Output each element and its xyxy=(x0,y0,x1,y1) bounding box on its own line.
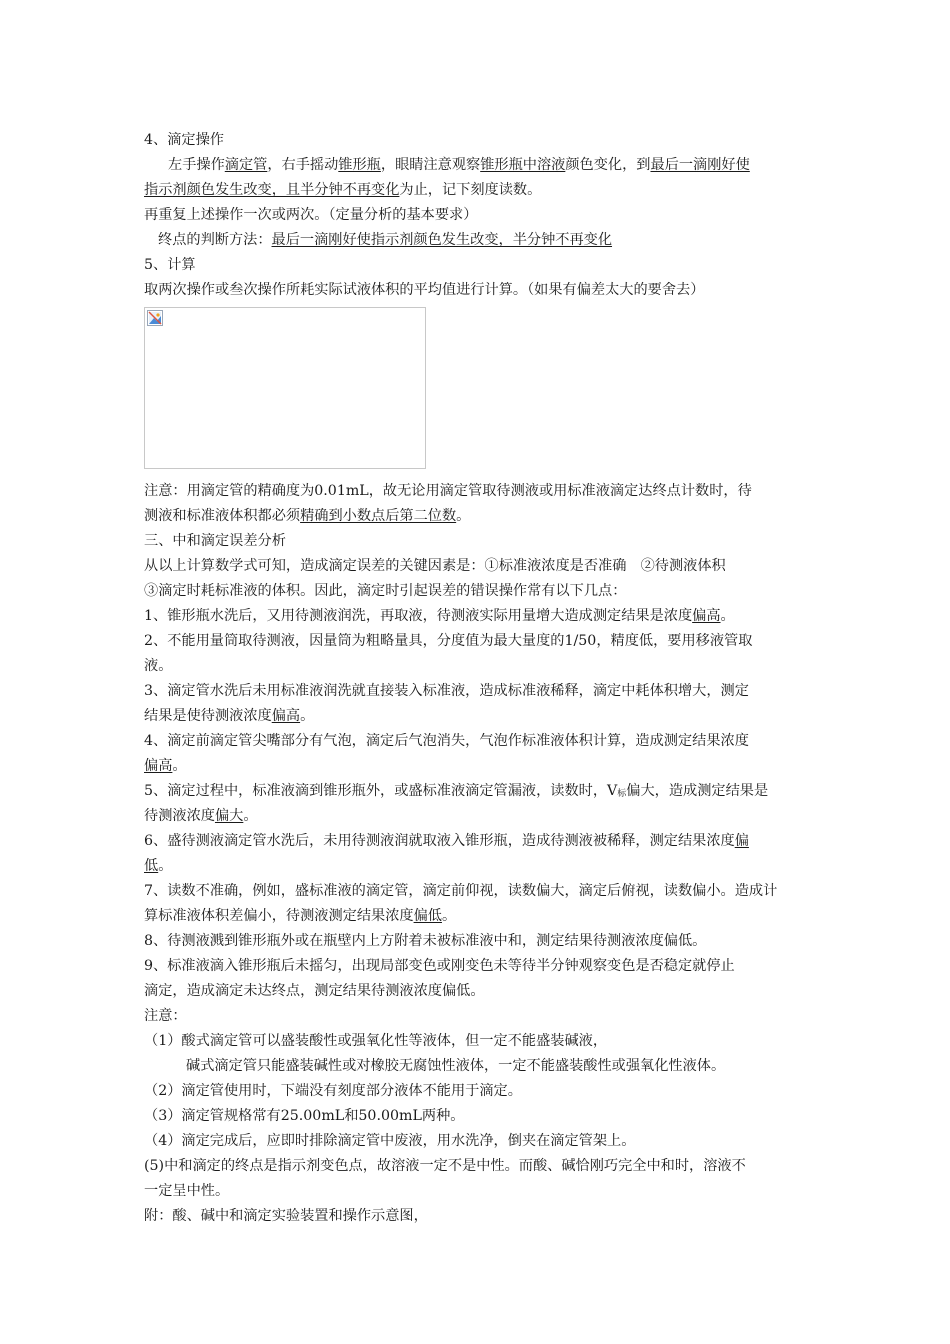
error-item-6-cont: 低。 xyxy=(144,858,173,874)
error-item-3-cont: 结果是使待测液浓度偏高。 xyxy=(144,708,315,724)
appendix-line: 附：酸、碱中和滴定实验装置和操作示意图， xyxy=(144,1208,428,1224)
error-intro: 从以上计算数学式可知，造成滴定误差的关键因素是：①标准液浓度是否准确 ②待测液体积 xyxy=(144,558,726,574)
error-item-5: 5、滴定过程中，标准液滴到锥形瓶外，或盛标准液滴定管漏液，读数时，$V_标$偏大，造成测定结果是 xyxy=(144,783,769,799)
error-item-1: 1、锥形瓶水洗后，又用待测液润洗，再取液，待测液实际用量增大造成测定结果是浓度偏高。 xyxy=(144,608,735,624)
error-item-7: 7、读数不准确，例如，盛标准液的滴定管，滴定前仰视，读数偏大，滴定后俯视，读数偏小。造成计 xyxy=(144,883,778,899)
underlined-text: 锥形瓶 xyxy=(338,157,381,173)
section-3-heading: 三、中和滴定误差分析 xyxy=(144,533,286,549)
error-item-6: 6、盛待测液滴定管水洗后，未用待测液润就取液入锥形瓶，造成待测液被稀释，测定结果浓度偏 xyxy=(144,833,749,849)
error-item-4-cont: 偏高。 xyxy=(144,758,187,774)
underlined-text: 最后一滴刚好使 xyxy=(650,157,750,173)
underlined-text: 精确到小数点后第二位数 xyxy=(300,508,457,524)
notes-heading: 注意： xyxy=(144,1008,187,1024)
underlined-text: 最后一滴刚好使指示剂颜色发生改变，半分钟不再变化 xyxy=(271,232,613,248)
note-5: (5)中和滴定的终点是指示剂变色点，故溶液一定不是中性。而酸、碱恰刚巧完全中和时，溶液不 xyxy=(144,1158,746,1174)
note-2: （2）滴定管使用时，下端没有刻度部分液体不能用于滴定。 xyxy=(144,1083,522,1099)
precision-note-cont: 测液和标准液体积都必须精确到小数点后第二位数。 xyxy=(144,508,471,524)
section-5-paragraph: 取两次操作或叁次操作所耗实际试液体积的平均值进行计算。（如果有偏差太大的要舍去） xyxy=(144,282,705,298)
underlined-text: 偏低 xyxy=(413,908,442,924)
error-item-3: 3、滴定管水洗后未用标准液润洗就直接装入标准液，造成标准液稀释，滴定中耗体积增大，测定 xyxy=(144,683,749,699)
underlined-text: 偏大 xyxy=(214,808,244,824)
error-item-9-cont: 滴定，造成滴定未达终点，测定结果待测液浓度偏低。 xyxy=(144,983,485,999)
error-item-8: 8、待测液溅到锥形瓶外或在瓶壁内上方附着未被标准液中和，测定结果待测液浓度偏低。 xyxy=(144,933,707,949)
error-item-5-cont: 待测液浓度偏大。 xyxy=(144,808,258,824)
repeat-note: 再重复上述操作一次或两次。（定量分析的基本要求） xyxy=(144,207,478,223)
broken-image-icon xyxy=(147,310,163,326)
error-item-4: 4、滴定前滴定管尖嘴部分有气泡，滴定后气泡消失，气泡作标准液体积计算，造成测定结果浓度 xyxy=(144,733,749,749)
note-3: （3）滴定管规格常有25.00mL和50.00mL两种。 xyxy=(144,1108,465,1124)
section-5-heading: 5、计算 xyxy=(144,257,196,273)
section-4-paragraph: 左手操作滴定管，右手摇动锥形瓶，眼睛注意观察锥形瓶中溶液颜色变化，到最后一滴刚好使 xyxy=(168,157,750,173)
note-5-cont: 一定呈中性。 xyxy=(144,1183,230,1199)
error-item-2-cont: 液。 xyxy=(144,658,173,674)
underlined-text: 低 xyxy=(144,858,159,874)
section-4-heading: 4、滴定操作 xyxy=(144,132,224,148)
underlined-text: 指示剂颜色发生改变，且半分钟不再变化 xyxy=(144,182,400,198)
section-4-paragraph-cont: 指示剂颜色发生改变，且半分钟不再变化为止，记下刻度读数。 xyxy=(144,182,542,198)
underlined-text: 偏高 xyxy=(692,608,721,624)
note-1: （1）酸式滴定管可以盛装酸性或强氧化性等液体，但一定不能盛装碱液， xyxy=(144,1033,608,1049)
error-item-2: 2、不能用量筒取待测液，因量筒为粗略量具，分度值为最大量度的1/50，精度低，要用移液管取 xyxy=(144,633,753,649)
precision-note: 注意：用滴定管的精确度为0.01mL，故无论用滴定管取待测液或用标准液滴定达终点计数时，待 xyxy=(144,483,752,499)
underlined-text: 偏高 xyxy=(271,708,301,724)
underlined-text: 偏高 xyxy=(144,758,173,774)
note-4: （4）滴定完成后，应即时排除滴定管中废液，用水洗净，倒夹在滴定管架上。 xyxy=(144,1133,636,1149)
document-page xyxy=(144,128,812,1229)
underlined-text: 锥形瓶中溶液 xyxy=(480,157,566,173)
endpoint-judgement: 终点的判断方法：最后一滴刚好使指示剂颜色发生改变，半分钟不再变化 xyxy=(158,232,613,248)
underlined-text: 偏 xyxy=(734,833,749,849)
underlined-text: 滴定管 xyxy=(224,157,268,173)
note-1-cont: 碱式滴定管只能盛装碱性或对橡胶无腐蚀性液体，一定不能盛装酸性或强氧化性液体。 xyxy=(186,1058,726,1074)
error-item-7-cont: 算标准液体积差偏小，待测液测定结果浓度偏低。 xyxy=(144,908,457,924)
error-intro-cont: ③滴定时耗标准液的体积。因此，滴定时引起误差的错误操作常有以下几点： xyxy=(144,583,627,599)
image-placeholder xyxy=(144,307,426,469)
error-item-9: 9、标准液滴入锥形瓶后未摇匀，出现局部变色或刚变色未等待半分钟观察变色是否稳定就停止 xyxy=(144,958,735,974)
